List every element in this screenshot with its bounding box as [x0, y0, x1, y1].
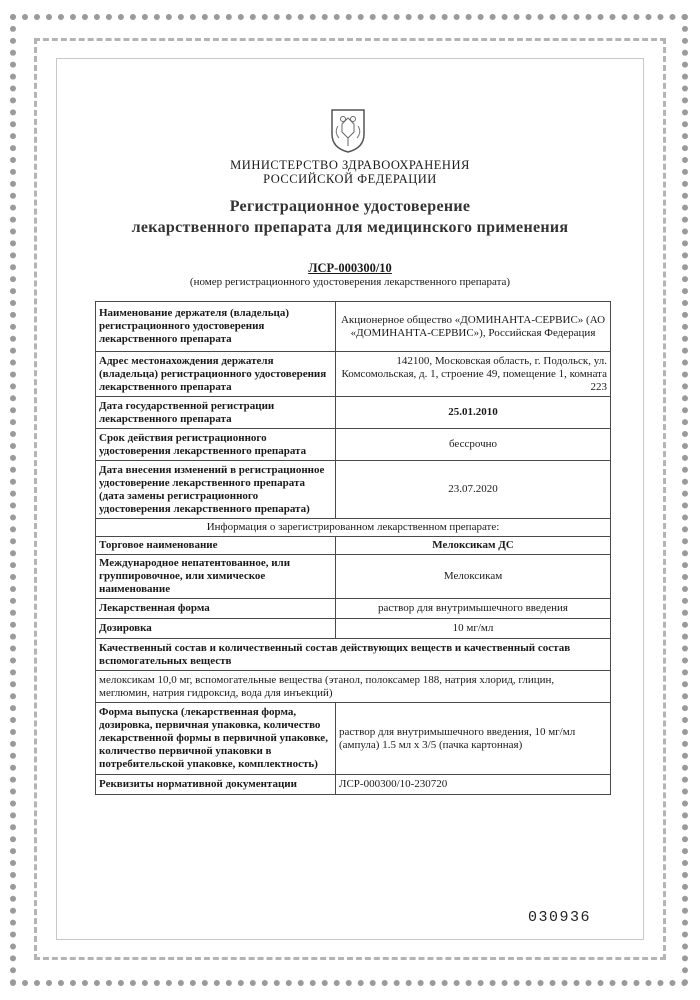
- table-row: [96, 352, 611, 397]
- registration-number: ЛСР-000300/10: [308, 261, 392, 275]
- reg-date-label: Дата государственной регистрации лекарственного препарата: [96, 397, 336, 429]
- inn-label: Международное непатентованное, или группировочное, или химическое наименование: [96, 555, 336, 599]
- dosage-label: Дозировка: [96, 619, 336, 639]
- holder-label: Наименование держателя (владельца) регистрационного удостоверения лекарственного препарата: [96, 302, 336, 352]
- registration-table: [95, 301, 611, 795]
- change-date-label: Дата внесения изменений в регистрационное удостоверение лекарственного препарата (дата замены регистрационного удостоверения лекарственного препарата): [96, 461, 336, 519]
- reg-date-value: 25.01.2010: [336, 397, 611, 429]
- trade-name-value: Мелоксикам ДС: [336, 537, 611, 555]
- table-row: [96, 619, 611, 639]
- registration-number-caption: (номер регистрационного удостоверения лекарственного препарата): [189, 276, 511, 288]
- document-title: [80, 196, 620, 238]
- table-row: [96, 775, 611, 795]
- coat-of-arms-icon: [328, 106, 368, 154]
- table-row: [96, 599, 611, 619]
- table-row: [96, 429, 611, 461]
- packaging-label: Форма выпуска (лекарственная форма, дозировка, первичная упаковка, количество лекарственной формы в первичной упаковке, количество первичной упаковки в потребительской упаковке, комплектность): [96, 703, 336, 775]
- packaging-value: раствор для внутримышечного введения, 10 мг/мл (ампула) 1.5 мл х 3/5 (пачка картонная): [336, 703, 611, 775]
- table-row: [96, 537, 611, 555]
- info-section-header: Информация о зарегистрированном лекарственном препарате:: [96, 519, 611, 537]
- table-row: [96, 703, 611, 775]
- table-row: [96, 555, 611, 599]
- ministry-name: [150, 158, 550, 186]
- composition-value: мелоксикам 10,0 мг, вспомогательные вещества (этанол, полоксамер 188, натрия хлорид, глицин, меглюмин, натрия гидроксид, вода для инъекций): [96, 671, 611, 703]
- title-line-2: лекарственного препарата для медицинского применения: [131, 219, 569, 236]
- form-value: раствор для внутримышечного введения: [336, 599, 611, 619]
- normative-value: ЛСР-000300/10-230720: [336, 775, 611, 795]
- inn-value: Мелоксикам: [336, 555, 611, 599]
- ministry-line-1: МИНИСТЕРСТВО ЗДРАВООХРАНЕНИЯ: [230, 158, 470, 172]
- validity-value: бессрочно: [336, 429, 611, 461]
- title-line-1: Регистрационное удостоверение: [229, 198, 471, 215]
- change-date-value: 23.07.2020: [336, 461, 611, 519]
- dosage-value: 10 мг/мл: [336, 619, 611, 639]
- address-value: 142100, Московская область, г. Подольск, ул. Комсомольская, д. 1, строение 49, помещение 1, комната 223: [336, 352, 611, 397]
- normative-label: Реквизиты нормативной документации: [96, 775, 336, 795]
- validity-label: Срок действия регистрационного удостоверения лекарственного препарата: [96, 429, 336, 461]
- table-row: [96, 461, 611, 519]
- form-serial-number: 030936: [528, 909, 592, 926]
- form-label: Лекарственная форма: [96, 599, 336, 619]
- table-row: [96, 639, 611, 671]
- table-row: [96, 519, 611, 537]
- trade-name-label: Торговое наименование: [96, 537, 336, 555]
- table-row: [96, 671, 611, 703]
- table-row: [96, 397, 611, 429]
- table-row: [96, 302, 611, 352]
- composition-label: Качественный состав и количественный состав действующих веществ и качественный состав вспомогательных веществ: [96, 639, 611, 671]
- ministry-line-2: РОССИЙСКОЙ ФЕДЕРАЦИИ: [263, 172, 437, 186]
- holder-value: Акционерное общество «ДОМИНАНТА-СЕРВИС» (АО «ДОМИНАНТА-СЕРВИС»), Российская Федерация: [336, 302, 611, 352]
- address-label: Адрес местонахождения держателя (владельца) регистрационного удостоверения лекарственного препарата: [96, 352, 336, 397]
